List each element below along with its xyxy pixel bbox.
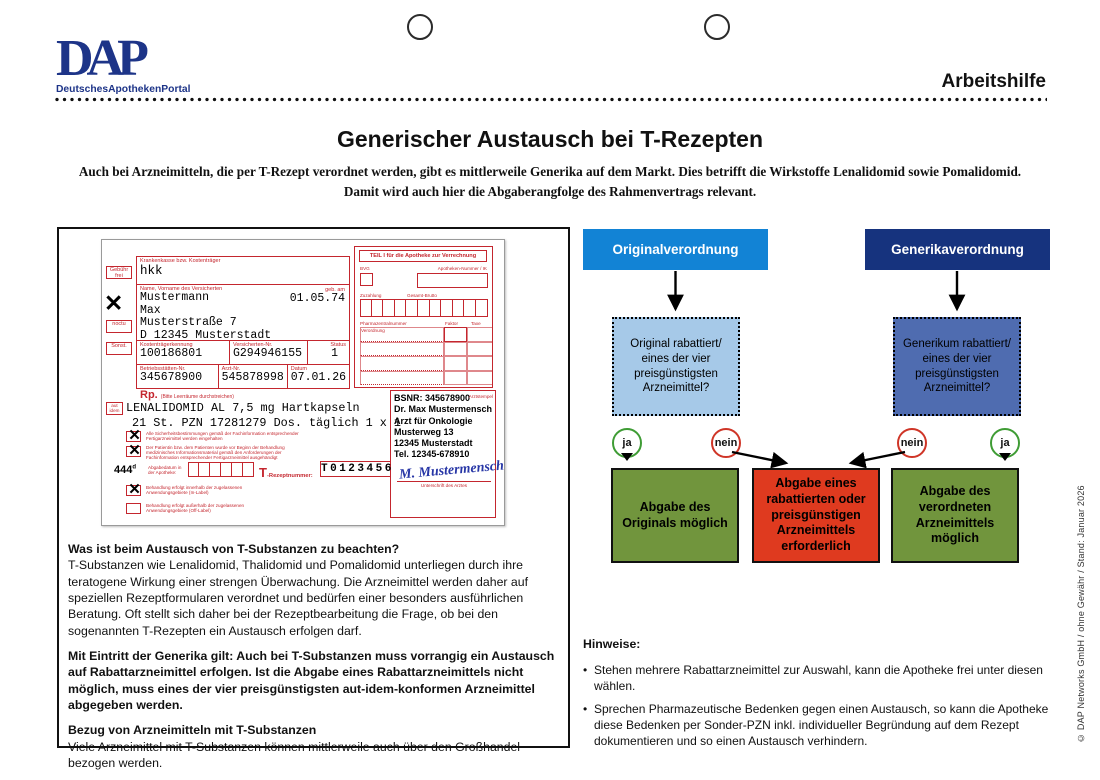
ja-circle-left: ja	[612, 428, 642, 458]
aut-idem-box: aut idem	[106, 402, 123, 415]
taxe-cell-blank	[467, 356, 493, 371]
amount-cell-blank	[395, 299, 407, 317]
ids-row-1	[136, 341, 350, 365]
date-cell-blank	[243, 462, 254, 477]
safety-checkbox-2	[126, 442, 141, 459]
status-cell	[307, 341, 349, 364]
fee-exempt-checkmark: ✕	[104, 290, 124, 316]
code-444	[114, 464, 136, 476]
outcome-prescribed-possible: Abgabe des verordneten Arzneimittels möglich	[891, 468, 1019, 563]
t-rezept-form	[101, 239, 505, 526]
nein-circle-right: nein	[897, 428, 927, 458]
faktor-label: Faktor	[445, 321, 459, 326]
amount-cells	[360, 299, 488, 317]
code-444-suffix: d	[132, 464, 137, 471]
stamp-bsnr: BSNR: 345678900	[394, 393, 471, 403]
intro-text	[60, 162, 1040, 202]
stamp-city: 12345 Musterstadt	[394, 438, 473, 448]
site-no-cell	[137, 365, 218, 388]
insured-no-value: G294946155	[233, 347, 303, 361]
hint-bullet-2: • Sprechen Pharmazeutische Bedenken gegen einen Austausch, so kann die Apotheke diese Bedenken per Sonder-PZN inkl. individueller Begründung auf dem Rezept dokumentieren und so einen Austausch verhindern.	[583, 701, 1053, 750]
insured-no-cell	[229, 341, 307, 364]
date-cell-blank	[199, 462, 210, 477]
hints-title: Hinweise:	[583, 637, 641, 651]
nein-arrow-right	[851, 452, 905, 463]
arztstempel-label: Arztstempel	[468, 394, 493, 399]
patient-street: Musterstraße 7	[140, 316, 237, 330]
zuzahlung-label: Zuzahlung	[360, 293, 382, 298]
dob-block	[290, 287, 345, 306]
site-no-value: 345678900	[140, 371, 203, 385]
doctor-no-value: 545878998	[221, 371, 284, 385]
dap-logo-word: DAP	[56, 30, 142, 87]
flowchart-header-original: Originalverordnung	[583, 229, 768, 270]
nein-arrow-left	[732, 452, 786, 463]
prescription-info-panel	[57, 227, 570, 771]
medication-line-1: LENALIDOMID AL 7,5 mg Hartkapseln	[126, 401, 360, 415]
dob-label: geb. am	[325, 287, 345, 293]
faktor-cell-blank	[444, 371, 467, 386]
taxe-cell-blank	[467, 327, 493, 342]
amount-cell-blank	[441, 299, 453, 317]
intro-line-2: Damit wird auch hier die Abgaberangfolge des Rahmenvertrags relevant.	[343, 183, 757, 199]
flowchart-header-generic: Generikaverordnung	[865, 229, 1050, 270]
page-title: Generischer Austausch bei T-Rezepten	[336, 126, 764, 152]
safety-check-text-1: Alle Sicherheitsbestimmungen gemäß der Fachinformation entsprechender Fertigarzneimittel werden eingehalten	[146, 431, 299, 442]
patient-city: D 12345 Musterstadt	[140, 329, 272, 343]
bvg-box	[360, 273, 373, 286]
patient-data-panel	[136, 256, 350, 389]
hints-section	[583, 636, 1053, 757]
info-paragraph-3: Viele Arzneimittel mit T-Substanzen können mittlerweile auch über den Großhandel bezogen werden.	[68, 739, 521, 771]
info-paragraph-2: Mit Eintritt der Generika gilt: Auch bei T-Substanzen muss vorrangig ein Austausch auf Rabattarzneimittel erfolgen. Ist die Abgabe eines Rabattarzneimittels nicht möglich, muss eines der vier preisgünstigsten aut-idem-konformen Arzneimittel abgegeben werden.	[68, 649, 555, 713]
dap-logo	[56, 30, 256, 95]
doctor-no-label: Arzt-Nr.	[221, 366, 241, 372]
insurer-value: hkk	[140, 264, 163, 279]
safety-checkbox-1	[126, 427, 141, 444]
patient-surname: Mustermann	[140, 291, 210, 305]
date-value: 07.01.26	[290, 371, 346, 385]
checkmark-icon: ✕	[128, 427, 141, 444]
nein-circle-left: nein	[711, 428, 741, 458]
settlement-header: TEIL I für die Apotheke zur Verrechnung	[359, 250, 487, 262]
info-text	[68, 541, 559, 780]
t-number-suffix-label: -Rezeptnummer:	[266, 473, 313, 479]
doctor-no-cell	[218, 365, 287, 388]
pzn-cell-blank	[360, 371, 444, 386]
outcome-substitution-required: Abgabe eines rabattierten oder preisgünstigen Arzneimittels erforderlich	[752, 468, 880, 563]
apo-number-box	[417, 273, 488, 288]
safety-check-text-2: Der Patientin bzw. dem Patienten wurde vor Beginn der Behandlung medizinisches Informationsmaterial gemäß den Anforderungen der Fachinformation entsprechender Fertigarzneimittel ausgehändigt	[146, 445, 285, 461]
flowchart-question-original: Original rabattiert/ eines der vier preisgünstigsten Arzneimittel?	[612, 317, 740, 416]
sonstige-box: Sonst.	[106, 342, 132, 355]
pzn-cell-blank	[360, 327, 444, 342]
signature-label: Unterschrift des Arztes	[420, 483, 468, 488]
checkmark-icon: ✕	[128, 442, 141, 459]
off-label-checkbox	[126, 503, 141, 514]
doc-type-label: Arbeitshilfe	[941, 71, 1046, 92]
copyright-vertical-text: © DAP Networks GmbH / ohne Gewähr / Stand: Januar 2026	[1076, 485, 1086, 743]
payer-id-value: 100186801	[140, 347, 203, 361]
pzn-cell-blank	[360, 356, 444, 371]
status-value: 1	[331, 347, 338, 361]
in-label-text: Behandlung erfolgt innerhalb der zugelassenen Anwendungsgebiete (In-Label)	[146, 485, 243, 496]
amount-cell-blank	[464, 299, 476, 317]
code-444-value: 444	[114, 464, 133, 476]
hint-bullet-1: • Stehen mehrere Rabattarzneimittel zur Auswahl, kann die Apotheke frei unter diesen wählen.	[583, 662, 1053, 694]
taxe-cell-blank	[467, 342, 493, 357]
t-number-label	[259, 464, 313, 482]
amount-cell-blank	[372, 299, 384, 317]
patient-name-label: Name, Vorname des Versicherten	[140, 286, 223, 292]
apo-number-label: Apotheken-Nummer / IK	[437, 266, 487, 271]
amount-cell-blank	[406, 299, 418, 317]
doctor-stamp	[390, 390, 505, 518]
dob-value: 01.05.74	[289, 292, 345, 306]
t-number-value: T0123456	[321, 463, 394, 475]
amount-cell-blank	[453, 299, 465, 317]
amount-cell-blank	[430, 299, 442, 317]
amount-cell-blank	[476, 299, 488, 317]
rp-abbrev: Rp.	[140, 389, 158, 401]
pzn-label: Pharmazentralnummer	[360, 321, 407, 326]
header-dotted-divider	[55, 97, 1047, 102]
taxe-cell-blank	[467, 371, 493, 386]
ids-row-2	[136, 365, 350, 389]
flowchart-question-generic: Generikum rabattiert/ eines der vier preisgünstigsten Arzneimittel?	[893, 317, 1021, 416]
faktor-cell-blank	[444, 342, 467, 357]
payer-id-cell	[137, 341, 229, 364]
off-label-text: Behandlung erfolgt außerhalb der zugelassenen Anwendungsgebiete (Off-Label)	[146, 503, 245, 514]
dispense-date-label: Abgabedatum in der Apotheke:	[148, 465, 182, 476]
rp-label	[140, 389, 234, 401]
status-label: Status	[330, 342, 346, 348]
dap-logo-subtitle: DeutschesApothekenPortal	[56, 84, 191, 95]
date-cell-blank	[232, 462, 243, 477]
pzn-table	[360, 327, 493, 385]
faktor-cell-blank	[444, 356, 467, 371]
amount-cell-blank	[418, 299, 430, 317]
info-heading-2: Bezug von Arzneimitteln mit T-Substanzen	[68, 723, 317, 738]
info-paragraph-1: T-Substanzen wie Lenalidomid, Thalidomid und Pomalidomid unterliegen durch ihre teratogene Wirkung einer strengen Überwachung. Die Arzneimittel werden daher auf speziellen Rezeptformularen verordnet und bedürfen einer besonders ausführlichen Beratung. Oft stellt sich daher bei der Rezeptbearbeitung die Frage, ob bei den sogenannten T-Rezepten ein Austausch erfolgen darf.	[68, 558, 529, 638]
taxe-label: Taxe	[471, 321, 481, 326]
stamp-doctor: Dr. Max Mustermensch	[394, 404, 493, 415]
ja-circle-right: ja	[990, 428, 1020, 458]
insured-no-label: Versicherten-Nr.	[233, 342, 273, 348]
amount-cell-blank	[360, 299, 372, 317]
amount-cell-blank	[383, 299, 395, 317]
t-number-prefix: T	[259, 465, 267, 480]
noctu-box: noctu	[106, 320, 132, 333]
date-label: Datum	[290, 366, 307, 372]
fee-exempt-box: Gebühr frei	[106, 266, 132, 279]
checkmark-icon: ✕	[128, 481, 141, 498]
punch-hole-right	[704, 14, 730, 40]
date-cell-blank	[188, 462, 199, 477]
dispense-date-cells	[188, 462, 254, 477]
medication-line-2: 21 St. PZN 17281279 Dos. täglich 1 x 1	[132, 416, 402, 430]
faktor-cell-blank	[444, 327, 467, 342]
stamp-street: Musterweg 13	[394, 426, 454, 437]
pzn-cell-blank	[360, 342, 444, 357]
stamp-specialty: Arzt für Onkologie	[394, 415, 473, 426]
verordnung-label: Verordnung	[361, 328, 385, 333]
info-heading-1: Was ist beim Austausch von T-Substanzen zu beachten?	[68, 542, 400, 556]
patient-firstname: Max	[140, 303, 161, 317]
stamp-tel: Tel. 12345-678910	[394, 449, 470, 460]
date-cell	[287, 365, 349, 388]
date-cell-blank	[210, 462, 221, 477]
bvg-label: BVG	[360, 266, 370, 271]
settlement-grid	[354, 246, 493, 388]
rp-note: (Bitte Leerräume durchstreichen)	[160, 394, 234, 400]
outcome-original-possible: Abgabe des Originals möglich	[611, 468, 739, 563]
doctor-signature: M. Mustermensch	[398, 458, 505, 483]
intro-line-1: Auch bei Arzneimitteln, die per T-Rezept verordnet werden, gibt es mittlerweile Generika auf dem Markt. Dies betrifft die Wirkstoffe Lenalidomid sowie Pomalidomid.	[78, 164, 1022, 179]
site-no-label: Betriebsstätten-Nr.	[140, 366, 186, 372]
gesamt-brutto-label: Gesamt-Brutto	[407, 293, 437, 298]
patient-section	[136, 285, 350, 341]
date-cell-blank	[221, 462, 232, 477]
insurer-label: Krankenkasse bzw. Kostenträger	[140, 258, 221, 264]
in-label-checkbox	[126, 481, 141, 498]
payer-id-label: Kostenträgerkennung	[140, 342, 193, 348]
insurer-section	[136, 256, 350, 285]
punch-hole-left	[407, 14, 433, 40]
